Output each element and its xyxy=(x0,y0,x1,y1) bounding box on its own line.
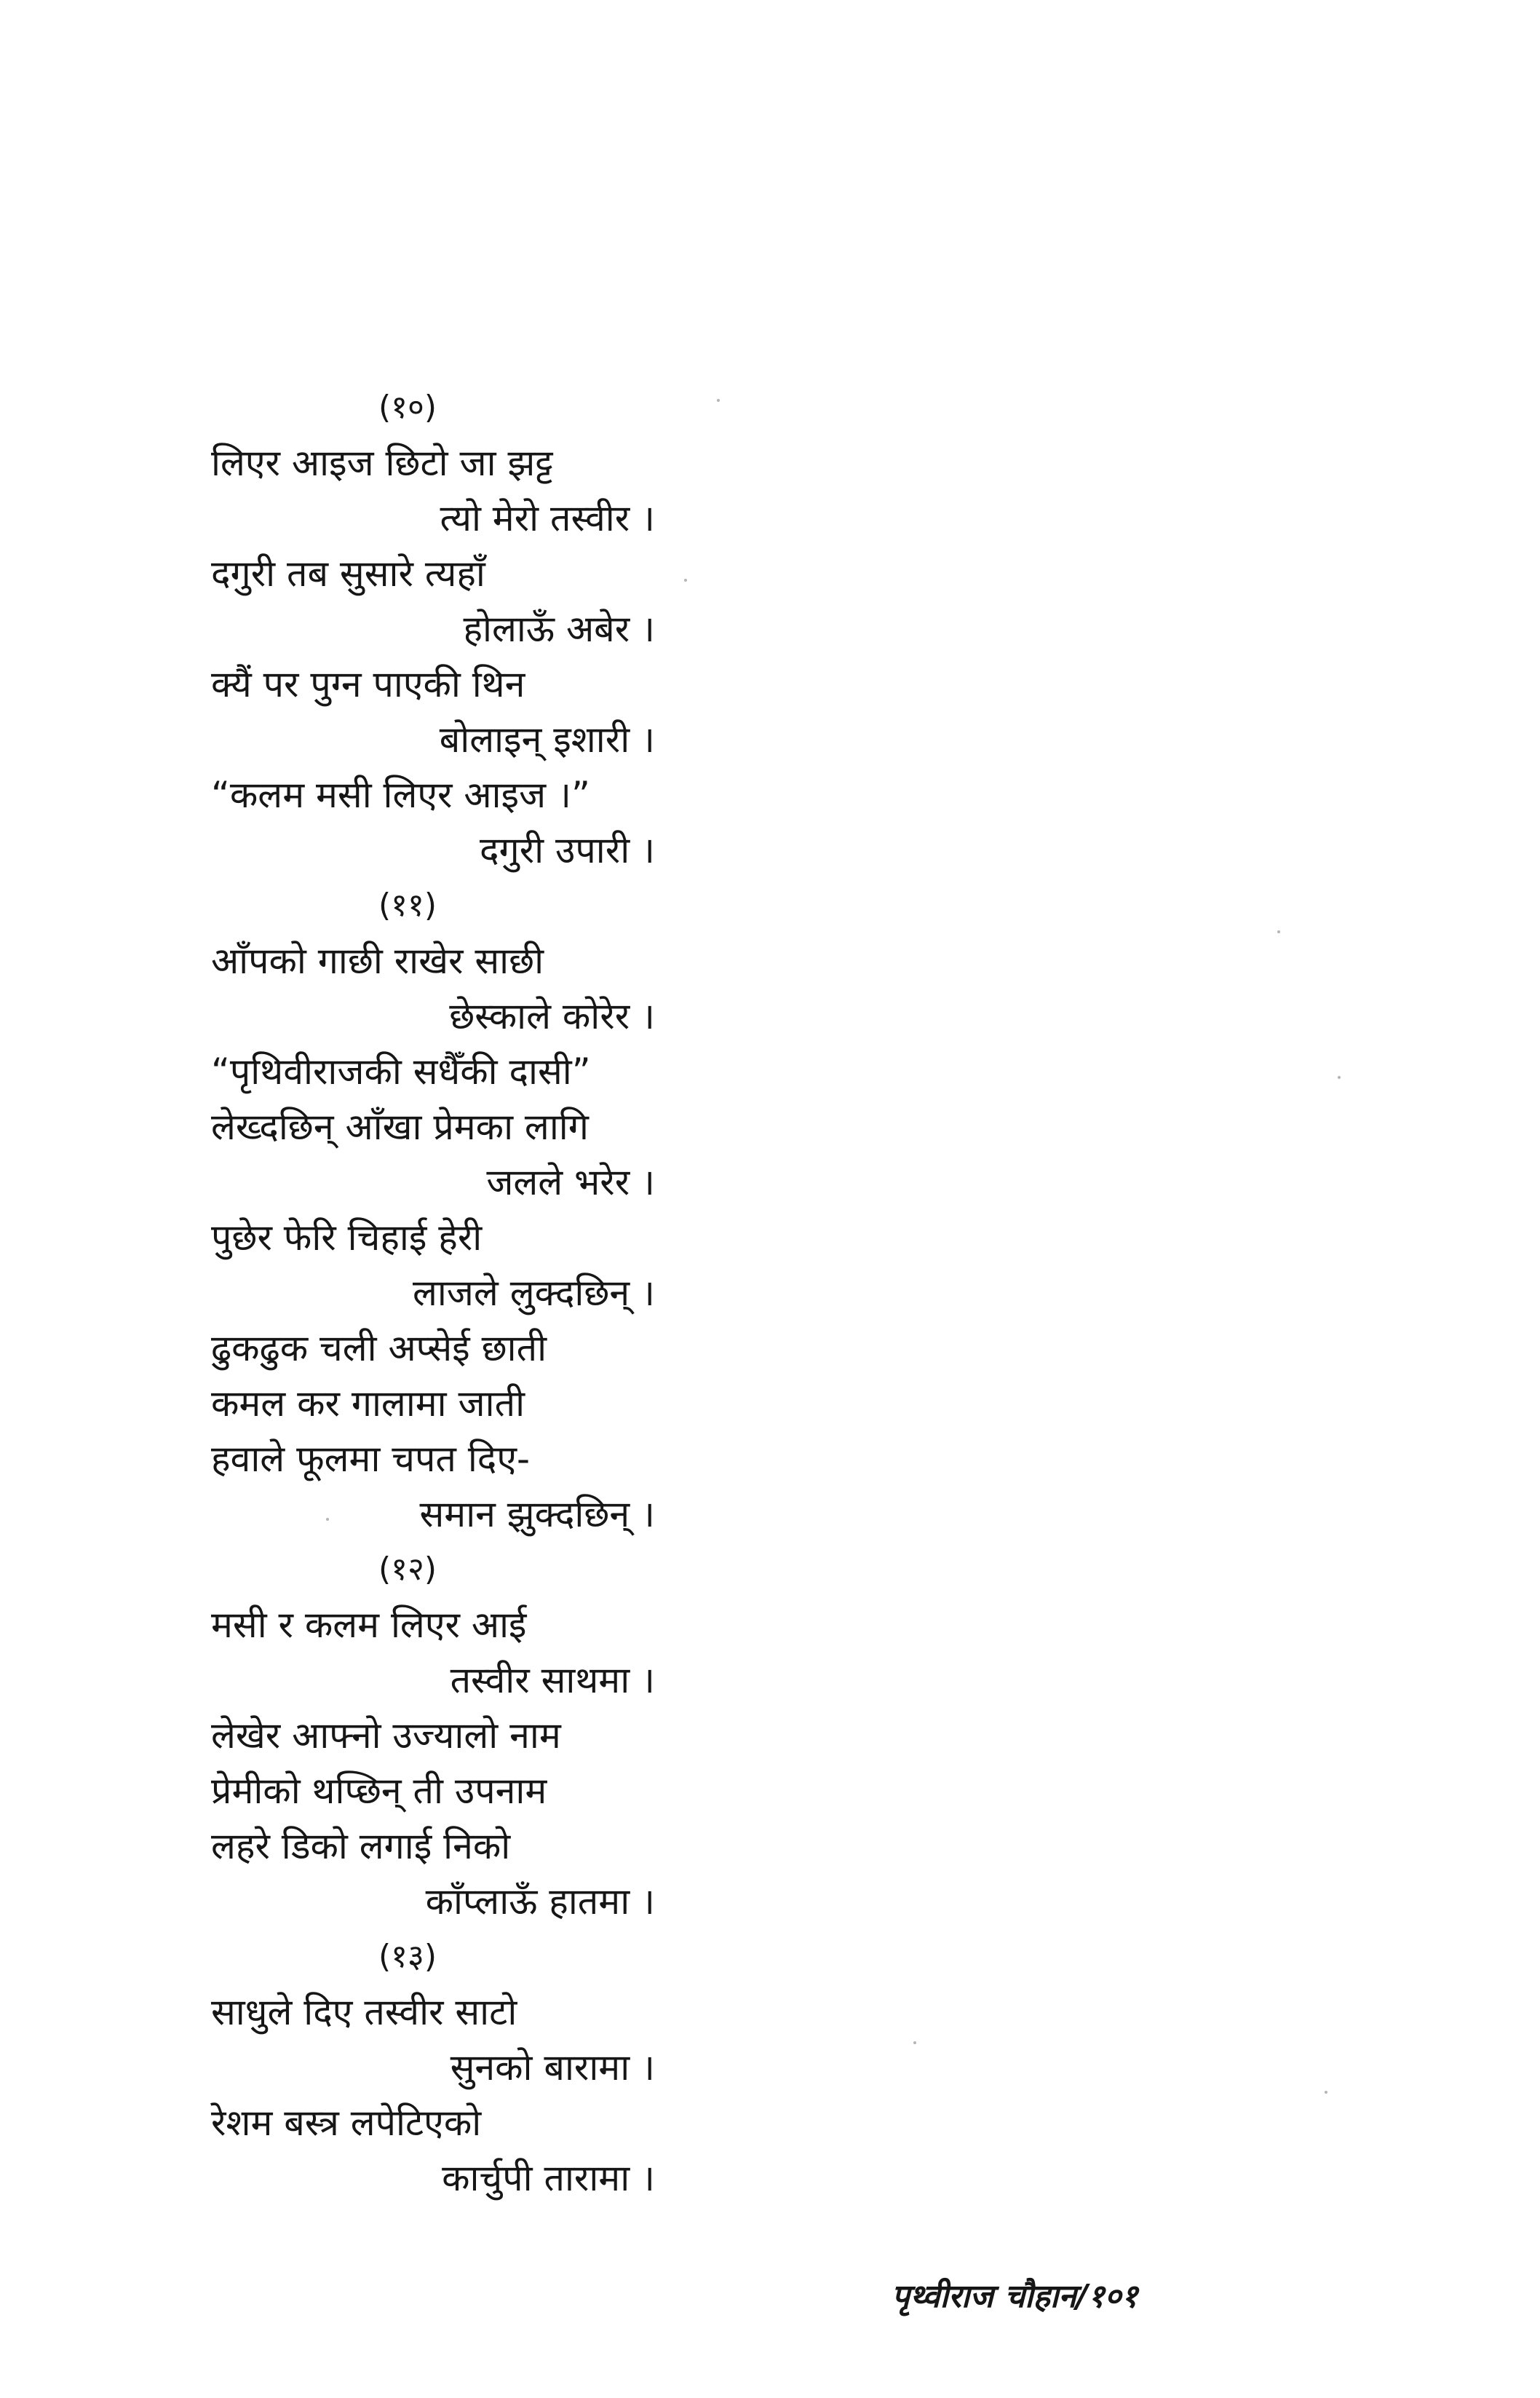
verse-line: सुनको बारामा । xyxy=(450,2046,655,2089)
page-footer xyxy=(892,2275,1197,2319)
verse-line: जलले भरेर । xyxy=(486,1161,655,1203)
verse-line: “पृथिवीराजकी सधैँकी दासी” xyxy=(211,1050,591,1093)
verse-13 xyxy=(211,1929,662,2206)
scan-speck xyxy=(1338,1076,1341,1079)
verse-line: लहरे डिको लगाई निको xyxy=(211,1825,511,1867)
verse-12 xyxy=(211,1542,662,1929)
verse-10 xyxy=(211,380,662,878)
verse-line: समान झुक्दछिन् । xyxy=(419,1493,655,1535)
verse-line: मसी र कलम लिएर आई xyxy=(211,1604,527,1646)
scan-speck xyxy=(1325,2091,1327,2094)
verse-line: लेख्दछिन् आँखा प्रेमका लागि xyxy=(211,1106,589,1148)
verse-line: काँप्लाऊँ हातमा । xyxy=(425,1880,655,1923)
book-title: पृथ्वीराज चौहान xyxy=(892,2278,1076,2315)
verse-number: (१३) xyxy=(378,1938,437,1975)
scan-speck xyxy=(717,399,720,402)
verse-number: (१२) xyxy=(378,1551,437,1588)
verse-line: लाजले लुक्दछिन् । xyxy=(412,1272,655,1314)
page-number: १०१ xyxy=(1087,2278,1138,2315)
verse-line: पुछेर फेरि चिहाई हेरी xyxy=(211,1216,483,1259)
verse-line: तस्वीर साथमा । xyxy=(450,1659,655,1701)
verse-line: साधुले दिए तस्वीर साटो xyxy=(211,1991,517,2033)
scan-speck xyxy=(913,2041,916,2044)
verse-line: होलाऊँ अबेर । xyxy=(463,608,655,650)
verse-line: दगुरी उपारी । xyxy=(480,829,655,871)
verse-number: (११) xyxy=(378,887,437,924)
verse-line: रेशम बस्त्र लपेटिएको xyxy=(211,2102,482,2144)
verse-11 xyxy=(211,878,662,1542)
verse-line: क्यैं पर पुग्न पाएकी थिन xyxy=(211,663,525,705)
scan-speck xyxy=(326,1518,329,1521)
verse-line: बोलाइन् इशारी । xyxy=(439,719,655,761)
verse-line: आँपको गाछी राखेर साछी xyxy=(211,940,544,982)
verse-line: लेखेर आफ्नो उज्यालो नाम xyxy=(211,1714,561,1757)
verse-line: त्यो मेरो तस्वीर । xyxy=(440,497,655,539)
scan-speck xyxy=(684,579,687,582)
verse-line: कार्चुपी तारामा । xyxy=(442,2157,655,2199)
verse-line: प्रेमीको थप्छिन् ती उपनाम xyxy=(211,1770,547,1812)
verse-number: (१०) xyxy=(378,389,437,426)
verse-line: छेस्काले कोरेर । xyxy=(449,995,655,1037)
verse-line: लिएर आइज छिटो जा झट्ट xyxy=(211,442,553,484)
verse-line: कमल कर गालामा जाती xyxy=(211,1382,525,1425)
scan-speck xyxy=(1277,930,1280,933)
verse-line: हवाले फूलमा चपत दिए- xyxy=(211,1438,531,1480)
footer-separator: / xyxy=(1076,2278,1088,2315)
verse-line: ढुकढुक चली अप्सेई छाती xyxy=(211,1327,547,1369)
verse-line: दगुरी तब सुसारे त्यहाँ xyxy=(211,553,485,595)
verse-line: “कलम मसी लिएर आइज ।” xyxy=(211,774,590,816)
